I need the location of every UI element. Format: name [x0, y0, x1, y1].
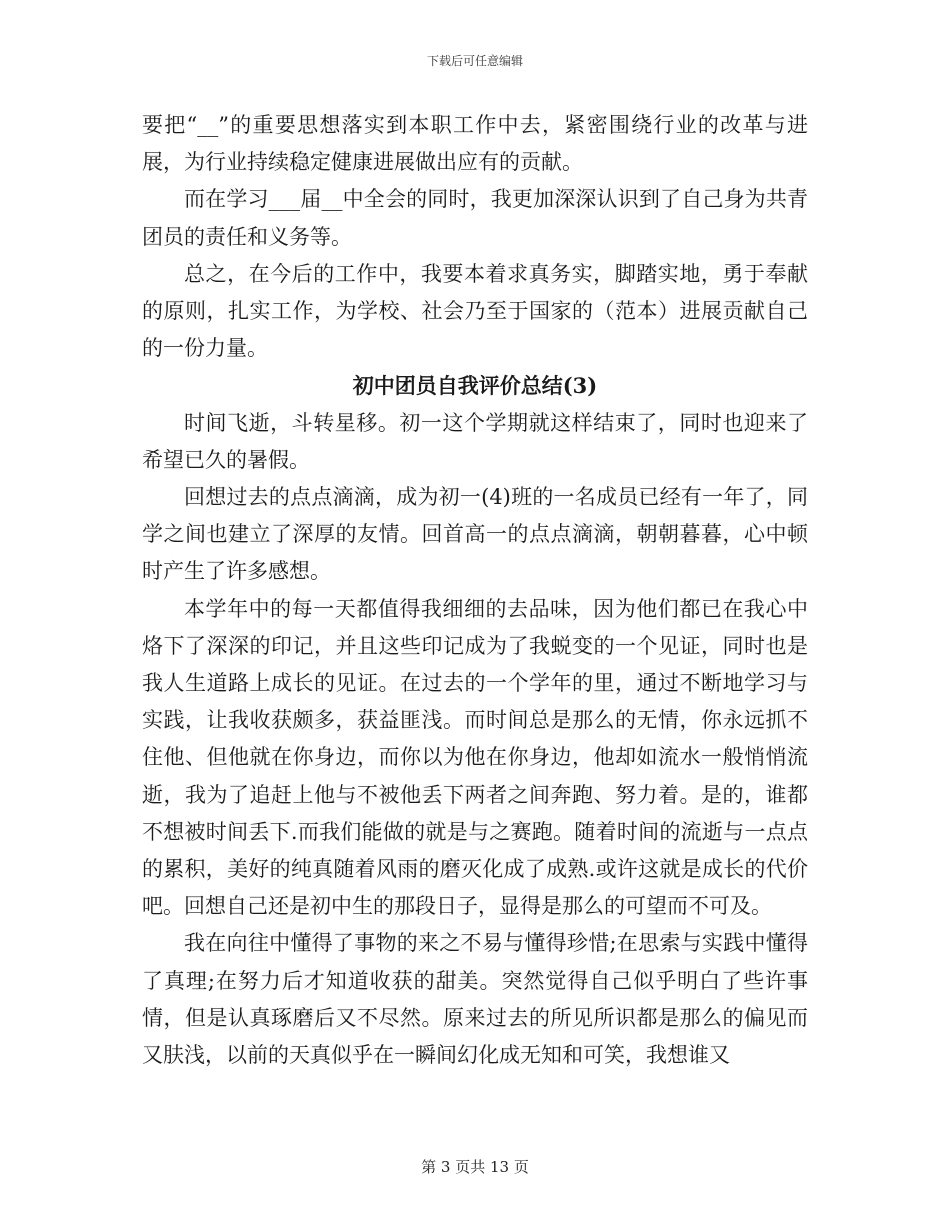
paragraph-2: 而在学习___届__中全会的同时，我更加深深认识到了自己身为共青团员的责任和义务等。 [142, 187, 808, 249]
document-body [142, 107, 808, 1074]
paragraph-5: 回想过去的点点滴滴，成为初一(4)班的一名成员已经有一年了，同学之间也建立了深厚的友情。回首高一的点点滴滴，朝朝暮暮，心中顿时产生了许多感想。 [142, 485, 808, 584]
paragraph-6: 本学年中的每一天都值得我细细的去品味，因为他们都已在我心中烙下了深深的印记，并且这些印记成为了我蜕变的一个见证，同时也是我人生道路上成长的见证。在过去的一个学年的里，通过不断地学习与实践，让我收获颇多，获益匪浅。而时间总是那么的无情，你永远抓不住他、但他就在你身边，而你以为他在你身边，他却如流水一般悄悄流逝，我为了追赶上他与不被他丢下两者之间奔跑、努力着。是的，谁都不想被时间丢下.而我们能做的就是与之赛跑。随着时间的流逝与一点点的累积，美好的纯真随着风雨的磨灭化成了成熟.或许这就是成长的代价吧。回想自己还是初中生的那段日子，显得是那么的可望而不可及。 [142, 596, 808, 919]
section-heading: 初中团员自我评价总结(3) [352, 373, 598, 399]
paragraph-7: 我在向往中懂得了事物的来之不易与懂得珍惜;在思索与实践中懂得了真理;在努力后才知道收获的甜美。突然觉得自己似乎明白了些许事情，但是认真琢磨后又不尽然。原来过去的所见所识都是那么的偏见而又肤浅，以前的天真似乎在一瞬间幻化成无知和可笑，我想谁又 [142, 931, 808, 1068]
page-header: 下载后可任意编辑 [426, 54, 523, 68]
paragraph-3: 总之，在今后的工作中，我要本着求真务实，脚踏实地，勇于奉献的原则，扎实工作，为学校、社会乃至于国家的（范本）进展贡献自己的一份力量。 [142, 261, 808, 361]
paragraph-1: 要把“__”的重要思想落实到本职工作中去，紧密围绕行业的改革与进展，为行业持续稳定健康进展做出应有的贡献。 [142, 113, 808, 175]
page-number-footer: 第 3 页共 13 页 [421, 1158, 529, 1176]
paragraph-4: 时间飞逝，斗转星移。初一这个学期就这样结束了，同时也迎来了希望已久的暑假。 [142, 410, 808, 472]
